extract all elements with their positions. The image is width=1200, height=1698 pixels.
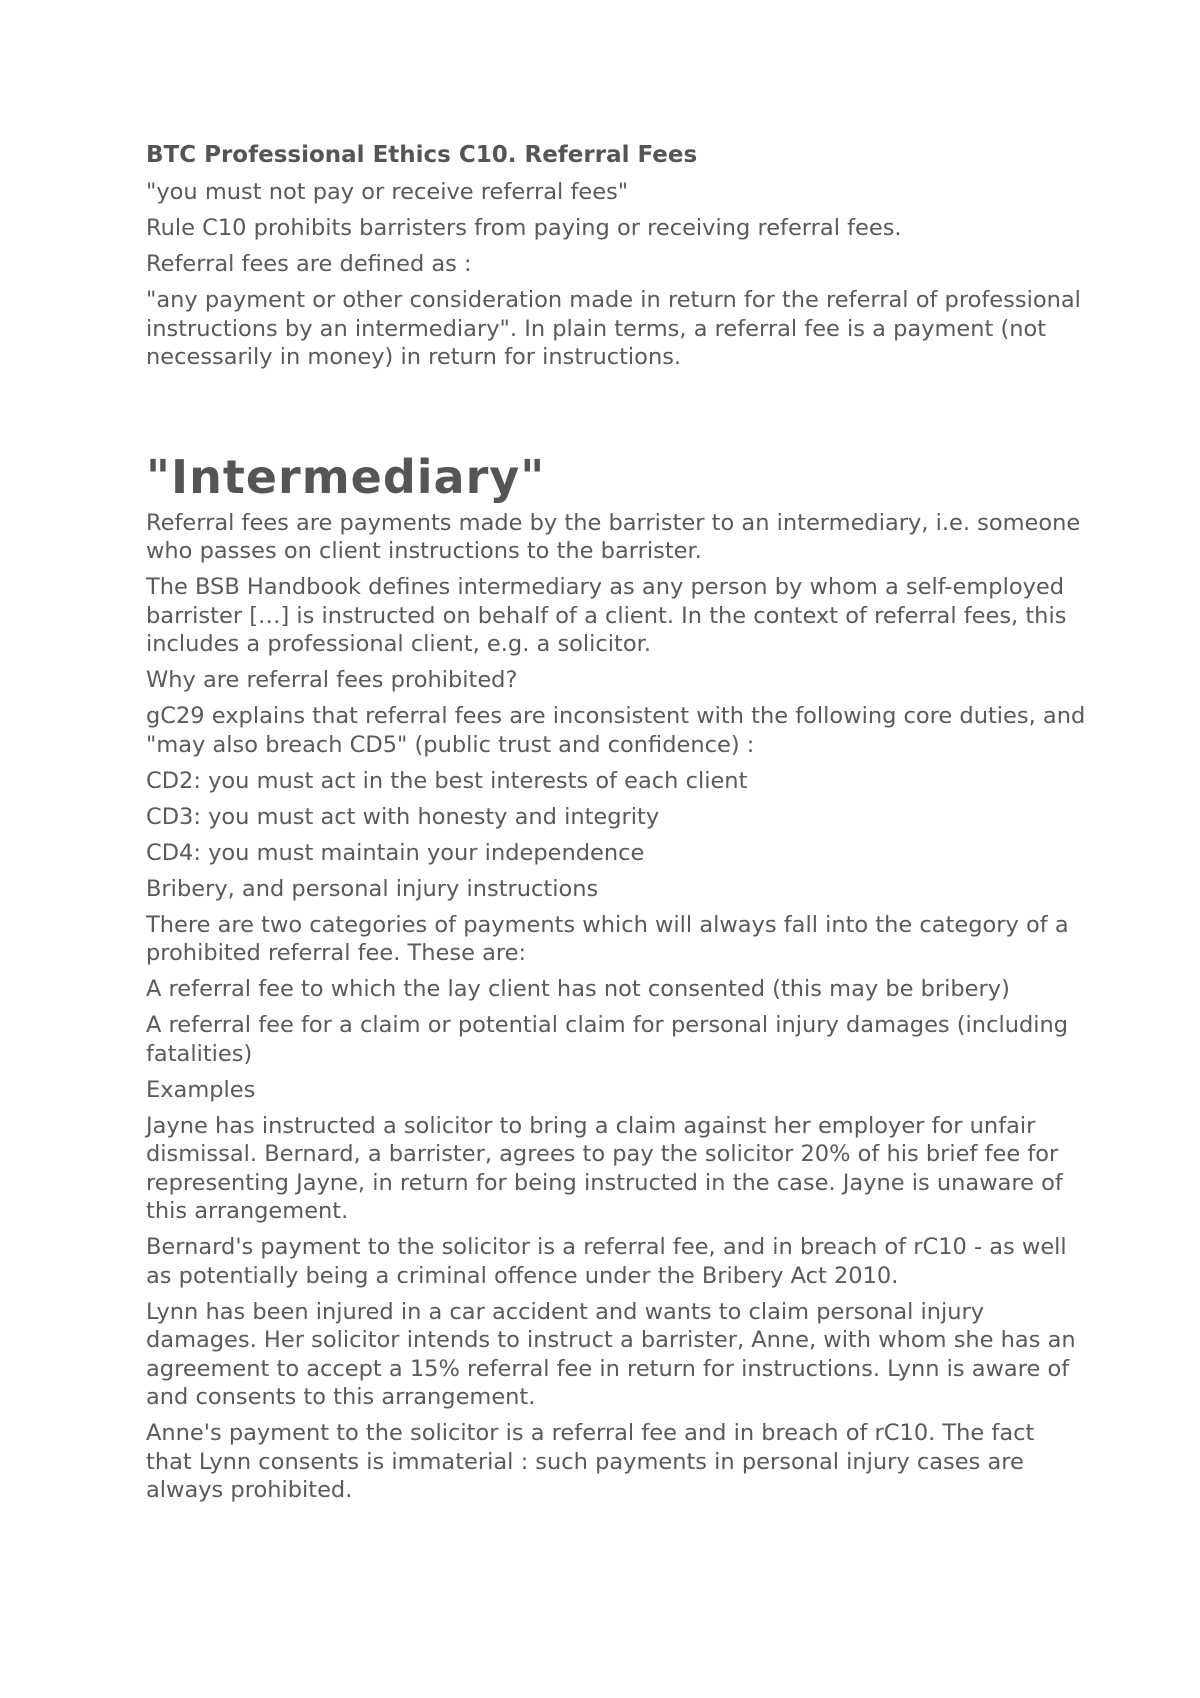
core-duty-cd3: CD3: you must act with honesty and integrity xyxy=(146,803,660,830)
core-duty-cd4: CD4: you must maintain your independence xyxy=(146,839,645,866)
subheading-bribery: Bribery, and personal injury instructions xyxy=(146,875,599,902)
example-paragraph: Anne's payment to the solicitor is a referral fee and in breach of rC10. The fact that Lynn consents is immaterial : such payments in personal injury cases are always prohibited. xyxy=(146,1420,1035,1503)
category-item: A referral fee for a claim or potential claim for personal injury damages (including fatalities) xyxy=(146,1012,1069,1067)
example-paragraph: Bernard's payment to the solicitor is a referral fee, and in breach of rC10 - as well as potentially being a criminal offence under the Bribery Act 2010. xyxy=(146,1234,1067,1289)
intro-definition: "any payment or other consideration made in return for the referral of professional instructions by an intermediary". In plain terms, a referral fee is a payment (not necessarily in money) in return for instructions. xyxy=(146,287,1081,370)
body-paragraph: Referral fees are payments made by the barrister to an intermediary, i.e. someone who passes on client instructions to the barrister. xyxy=(146,509,1081,564)
body-paragraph: There are two categories of payments which will always fall into the category of a prohibited referral fee. These are: xyxy=(146,911,1069,966)
document-title: BTC Professional Ethics C10. Referral Fees xyxy=(146,142,698,168)
body-paragraph: gC29 explains that referral fees are inconsistent with the following core duties, and "may also breach CD5" (public trust and confidence) : xyxy=(146,703,1086,758)
intro-rule-summary: Rule C10 prohibits barristers from paying or receiving referral fees. xyxy=(146,215,902,241)
core-duty-cd2: CD2: you must act in the best interests of each client xyxy=(146,767,748,794)
body-paragraph: The BSB Handbook defines intermediary as any person by whom a self-employed barrister […] is instructed on behalf of a client. In the context of referral fees, this includes a professional client, e.g. a solicitor. xyxy=(146,574,1067,657)
subheading-why-prohibited: Why are referral fees prohibited? xyxy=(146,667,518,693)
subheading-examples: Examples xyxy=(146,1076,256,1103)
intro-quote: "you must not pay or receive referral fees" xyxy=(146,179,629,205)
example-paragraph: Lynn has been injured in a car accident and wants to claim personal injury damages. Her solicitor intends to instruct a barrister, Anne, with whom she has an agreement to accept a 15% referral fee in return for instructions. Lynn is aware of and consents to this arrangement. xyxy=(146,1298,1076,1410)
document-page xyxy=(146,140,1086,1512)
section-heading-intermediary: "Intermediary" xyxy=(146,449,546,504)
example-paragraph: Jayne has instructed a solicitor to bring a claim against her employer for unfair dismissal. Bernard, a barrister, agrees to pay the solicitor 20% of his brief fee for representing Jayne, in return for being instructed in the case. Jayne is unaware of this arrangement. xyxy=(146,1112,1063,1224)
intro-definition-label: Referral fees are defined as : xyxy=(146,251,472,277)
category-item: A referral fee to which the lay client has not consented (this may be bribery) xyxy=(146,976,1010,1002)
